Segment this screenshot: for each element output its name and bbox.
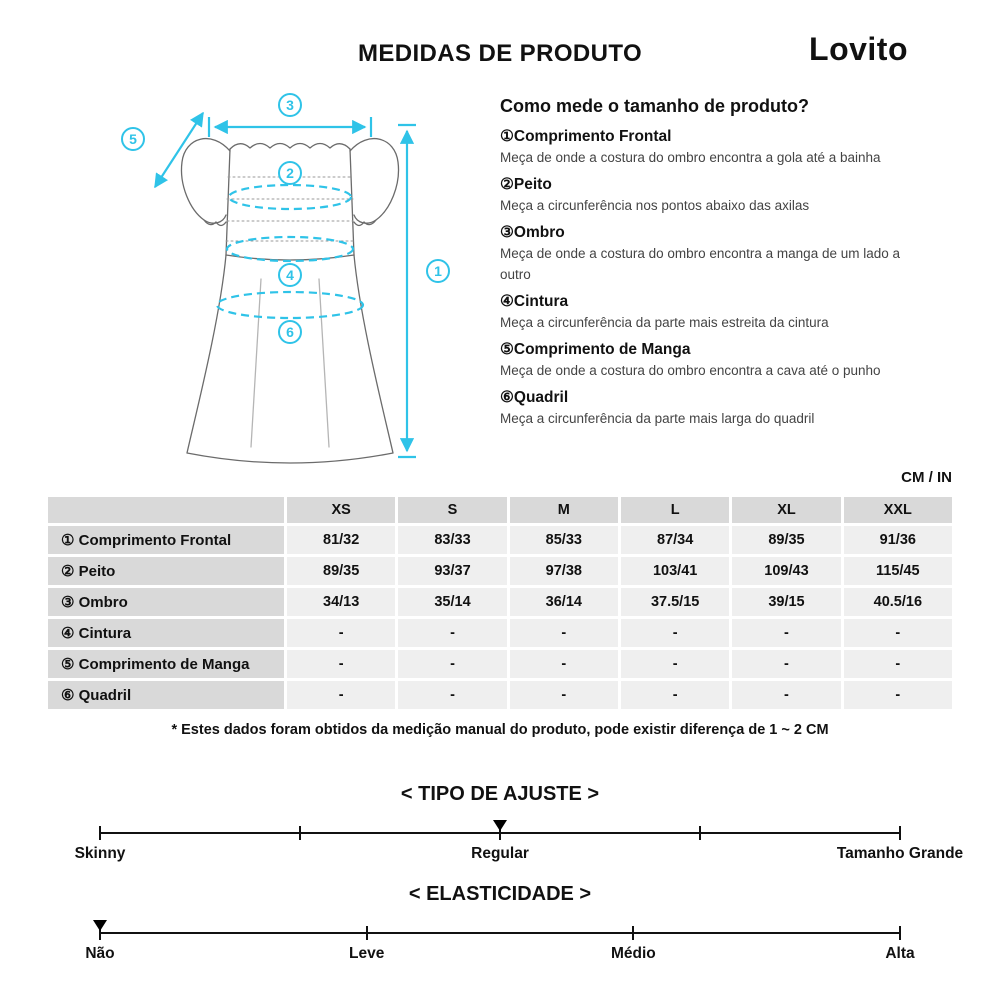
skirt-fold-right — [319, 279, 329, 447]
fit-label-tamanho-grande: Tamanho Grande — [836, 845, 964, 862]
table-cell: 115/45 — [844, 557, 952, 585]
table-cell: - — [287, 681, 395, 709]
howto-item-shoulder — [500, 223, 920, 286]
table-cell: - — [510, 619, 618, 647]
table-cell: - — [621, 681, 729, 709]
howto-item-bust — [500, 175, 920, 217]
elasticity-section — [0, 883, 1000, 962]
table-corner-cell — [48, 497, 284, 523]
table-cell: - — [732, 619, 840, 647]
skirt-fold-left — [251, 279, 261, 447]
bodice-right-edge — [350, 149, 354, 255]
table-cell: 81/32 — [287, 526, 395, 554]
howto-item-label: ④Cintura — [500, 292, 569, 310]
footnote: * Estes dados foram obtidos da medição manual do produto, pode existir diferença de 1 ~ 2 CM — [171, 722, 829, 738]
howto-item-front-length — [500, 127, 920, 169]
page-title: MEDIDAS DE PRODUTO — [357, 40, 643, 67]
diagram-label-1 — [427, 260, 449, 282]
howto-section — [500, 96, 920, 435]
dress-measurement-diagram — [75, 27, 495, 467]
diagram-label-4 — [279, 264, 301, 286]
table-cell: 34/13 — [287, 588, 395, 616]
neck-ruffle — [230, 144, 350, 150]
table-cell: - — [621, 650, 729, 678]
table-cell: 36/14 — [510, 588, 618, 616]
howto-title: Como mede o tamanho de produto? — [500, 96, 809, 116]
svg-text:5: 5 — [129, 131, 137, 147]
table-cell: - — [287, 650, 395, 678]
scale-tick — [366, 926, 368, 940]
howto-item-label: ②Peito — [500, 175, 552, 193]
row-label: ① Comprimento Frontal — [48, 526, 284, 554]
howto-item-desc: Meça a circunferência da parte mais larga do quadril — [500, 410, 815, 426]
howto-item-label: ①Comprimento Frontal — [500, 128, 672, 145]
table-cell: 37.5/15 — [621, 588, 729, 616]
bodice-shirring — [226, 177, 354, 241]
table-cell: - — [621, 619, 729, 647]
scale-tick — [299, 826, 301, 840]
table-cell: 91/36 — [844, 526, 952, 554]
fit-title: < TIPO DE AJUSTE > — [400, 783, 600, 805]
table-cell: 87/34 — [621, 526, 729, 554]
diagram-label-6 — [279, 321, 301, 343]
table-row-sleeve-length — [48, 650, 952, 678]
table-cell: - — [732, 650, 840, 678]
diagram-label-5 — [122, 128, 144, 150]
table-cell: 89/35 — [732, 526, 840, 554]
howto-item-desc: Meça a circunferência nos pontos abaixo das axilas — [500, 197, 810, 213]
table-cell: - — [287, 619, 395, 647]
scale-tick — [699, 826, 701, 840]
diagram-label-3 — [279, 94, 301, 116]
column-header-xl: XL — [732, 497, 840, 523]
fit-label-regular: Regular — [471, 845, 529, 862]
howto-item-waist — [500, 292, 920, 334]
table-cell: 97/38 — [510, 557, 618, 585]
table-cell: 85/33 — [510, 526, 618, 554]
column-header-l: L — [621, 497, 729, 523]
svg-text:6: 6 — [286, 324, 294, 340]
table-cell: - — [732, 681, 840, 709]
table-cell: 109/43 — [732, 557, 840, 585]
howto-item-sleeve-length — [500, 340, 920, 382]
table-cell: 39/15 — [732, 588, 840, 616]
scale-tick — [99, 826, 101, 840]
fit-label-skinny: Skinny — [74, 845, 126, 862]
scale-tick — [899, 926, 901, 940]
column-header-xs: XS — [287, 497, 395, 523]
svg-text:4: 4 — [286, 267, 294, 283]
column-header-m: M — [510, 497, 618, 523]
table-cell: 35/14 — [398, 588, 506, 616]
dress-outline — [182, 139, 399, 463]
howto-item-hip — [500, 388, 920, 430]
table-cell: - — [844, 650, 952, 678]
bust-measure-ellipse — [229, 185, 351, 209]
right-sleeve — [350, 139, 398, 224]
row-label: ③ Ombro — [48, 588, 284, 616]
table-cell: - — [510, 681, 618, 709]
size-table — [45, 494, 955, 712]
elasticity-label-nao: Não — [85, 945, 115, 962]
table-cell: 103/41 — [621, 557, 729, 585]
table-cell: - — [844, 681, 952, 709]
table-row-hip — [48, 681, 952, 709]
table-cell: - — [844, 619, 952, 647]
table-cell: - — [398, 619, 506, 647]
diagram-labels — [122, 94, 449, 343]
row-label: ⑤ Comprimento de Manga — [48, 650, 284, 678]
column-header-xxl: XXL — [844, 497, 952, 523]
table-cell: 93/37 — [398, 557, 506, 585]
column-header-s: S — [398, 497, 506, 523]
row-label: ⑥ Quadril — [48, 681, 284, 709]
table-cell: - — [398, 650, 506, 678]
howto-item-desc: Meça de onde a costura do ombro encontra a gola até a bainha — [500, 150, 881, 165]
howto-item-label: ⑤Comprimento de Manga — [500, 340, 691, 358]
svg-text:2: 2 — [286, 165, 294, 181]
table-row-bust — [48, 557, 952, 585]
units-label: CM / IN — [901, 469, 952, 486]
left-sleeve — [182, 139, 230, 224]
table-cell: 40.5/16 — [844, 588, 952, 616]
table-cell: - — [510, 650, 618, 678]
elasticity-title: < ELASTICIDADE > — [408, 883, 592, 905]
howto-item-desc: Meça de onde a costura do ombro encontra a manga de um lado a outro — [500, 245, 901, 282]
svg-text:1: 1 — [434, 263, 442, 279]
table-cell: - — [398, 681, 506, 709]
hip-measure-ellipse — [217, 292, 363, 318]
fit-section — [0, 783, 1000, 862]
row-label: ④ Cintura — [48, 619, 284, 647]
svg-text:3: 3 — [286, 97, 294, 113]
sleeve-measure-line — [155, 113, 203, 187]
elasticity-label-alta: Alta — [885, 945, 915, 962]
elasticity-label-medio: Médio — [610, 945, 656, 962]
bodice-left-edge — [226, 149, 230, 255]
table-row-front-length — [48, 526, 952, 554]
table-row-shoulder — [48, 588, 952, 616]
howto-item-desc: Meça de onde a costura do ombro encontra a cava até o punho — [500, 362, 881, 378]
table-row-waist — [48, 619, 952, 647]
howto-item-desc: Meça a circunferência da parte mais estreita da cintura — [500, 314, 829, 330]
howto-item-label: ⑥Quadril — [500, 388, 569, 406]
howto-item-label: ③Ombro — [500, 223, 565, 241]
diagram-label-2 — [279, 162, 301, 184]
fit-marker-icon — [493, 820, 507, 831]
elasticity-label-leve: Leve — [348, 945, 385, 962]
elasticity-marker-icon — [93, 920, 107, 931]
table-cell: 83/33 — [398, 526, 506, 554]
scale-tick — [899, 826, 901, 840]
fit-scale — [74, 832, 964, 862]
lovito-logo: Lovito — [809, 31, 908, 67]
row-label: ② Peito — [48, 557, 284, 585]
elasticity-scale — [85, 932, 915, 962]
scale-tick — [632, 926, 634, 940]
table-cell: 89/35 — [287, 557, 395, 585]
table-header-row — [48, 497, 952, 523]
